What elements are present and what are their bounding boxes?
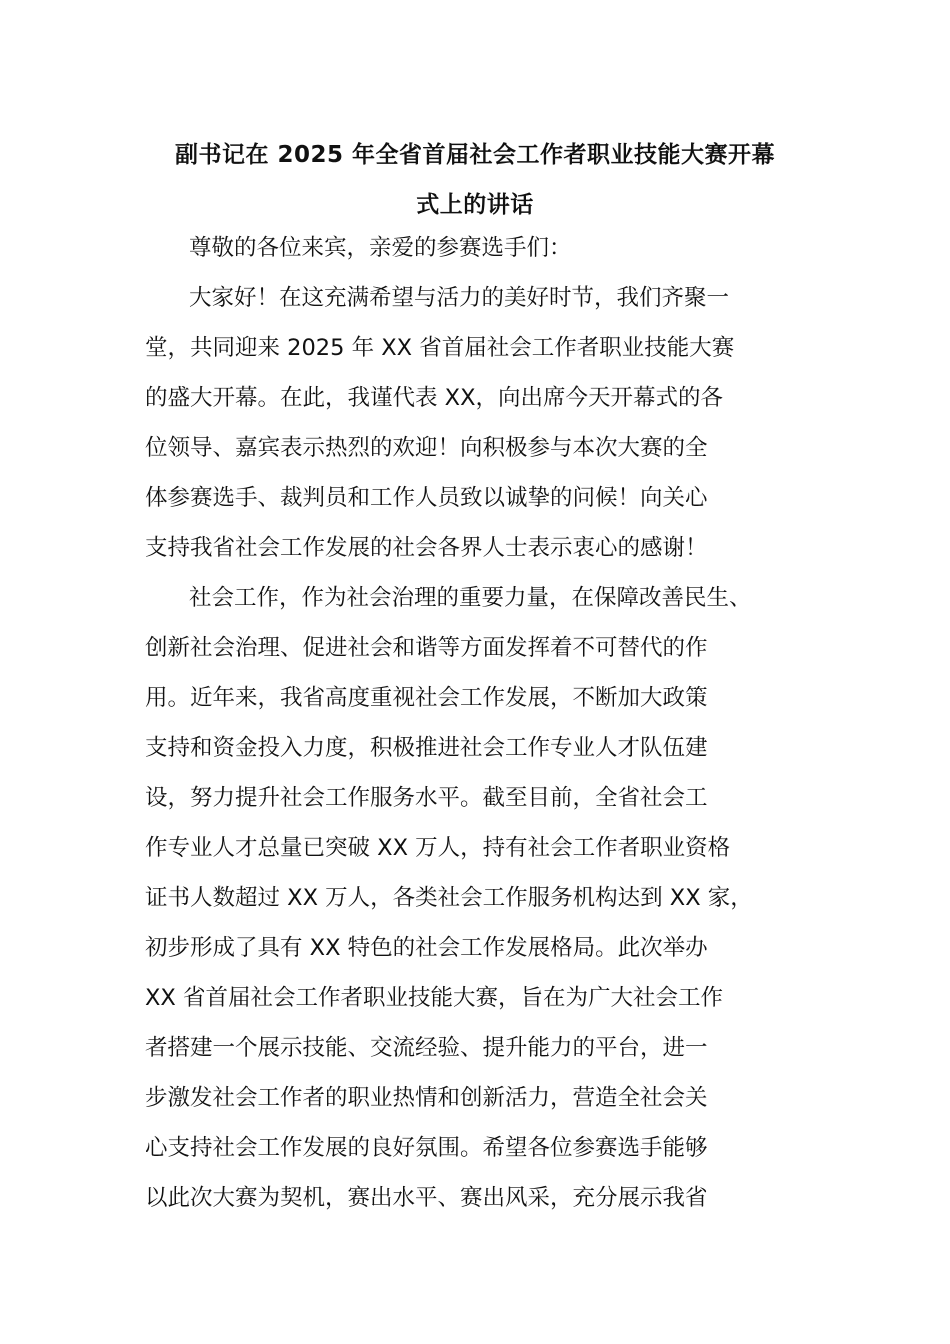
- paragraph-line: 的盛大开幕。在此，我谨代表 XX，向出席今天开幕式的各: [145, 385, 723, 411]
- paragraph-line: 以此次大赛为契机，赛出水平、赛出风采，充分展示我省: [145, 1185, 708, 1211]
- document-title: [145, 130, 805, 230]
- paragraph-line: 心支持社会工作发展的良好氛围。希望各位参赛选手能够: [145, 1135, 708, 1161]
- paragraph-line: 用。近年来，我省高度重视社会工作发展，不断加大政策: [145, 685, 708, 711]
- paragraph-line: 证书人数超过 XX 万人，各类社会工作服务机构达到 XX 家，: [145, 885, 753, 911]
- paragraph-line: 者搭建一个展示技能、交流经验、提升能力的平台，进一: [145, 1035, 708, 1061]
- document-body: [145, 223, 835, 1223]
- paragraph-line: 设，努力提升社会工作服务水平。截至目前，全省社会工: [145, 785, 708, 811]
- paragraph-line: 大家好！在这充满希望与活力的美好时节，我们齐聚一: [189, 285, 730, 311]
- paragraph-line: 创新社会治理、促进社会和谐等方面发挥着不可替代的作: [145, 635, 708, 661]
- paragraph-line: 体参赛选手、裁判员和工作人员致以诚挚的问候！向关心: [145, 485, 708, 511]
- paragraph-line: 支持和资金投入力度，积极推进社会工作专业人才队伍建: [145, 735, 708, 761]
- paragraph-opening: [145, 273, 835, 573]
- paragraph-line: 步激发社会工作者的职业热情和创新活力，营造全社会关: [145, 1085, 708, 1111]
- title-line: 副书记在 2025 年全省首届社会工作者职业技能大赛开幕: [174, 142, 776, 168]
- salutation: 尊敬的各位来宾，亲爱的参赛选手们：: [189, 235, 572, 261]
- paragraph-line: 支持我省社会工作发展的社会各界人士表示衷心的感谢！: [145, 535, 708, 561]
- paragraph-line: XX 省首届社会工作者职业技能大赛，旨在为广大社会工作: [145, 985, 723, 1011]
- paragraph-line: 堂，共同迎来 2025 年 XX 省首届社会工作者职业技能大赛: [145, 335, 735, 361]
- paragraph-line: 社会工作，作为社会治理的重要力量，在保障改善民生、: [189, 585, 752, 611]
- title-line: 式上的讲话: [416, 192, 534, 218]
- paragraph-line: 作专业人才总量已突破 XX 万人，持有社会工作者职业资格: [145, 835, 731, 861]
- paragraph-line: 初步形成了具有 XX 特色的社会工作发展格局。此次举办: [145, 935, 708, 961]
- paragraph-social-work: [145, 573, 835, 1223]
- paragraph-line: 位领导、嘉宾表示热烈的欢迎！向积极参与本次大赛的全: [145, 435, 708, 461]
